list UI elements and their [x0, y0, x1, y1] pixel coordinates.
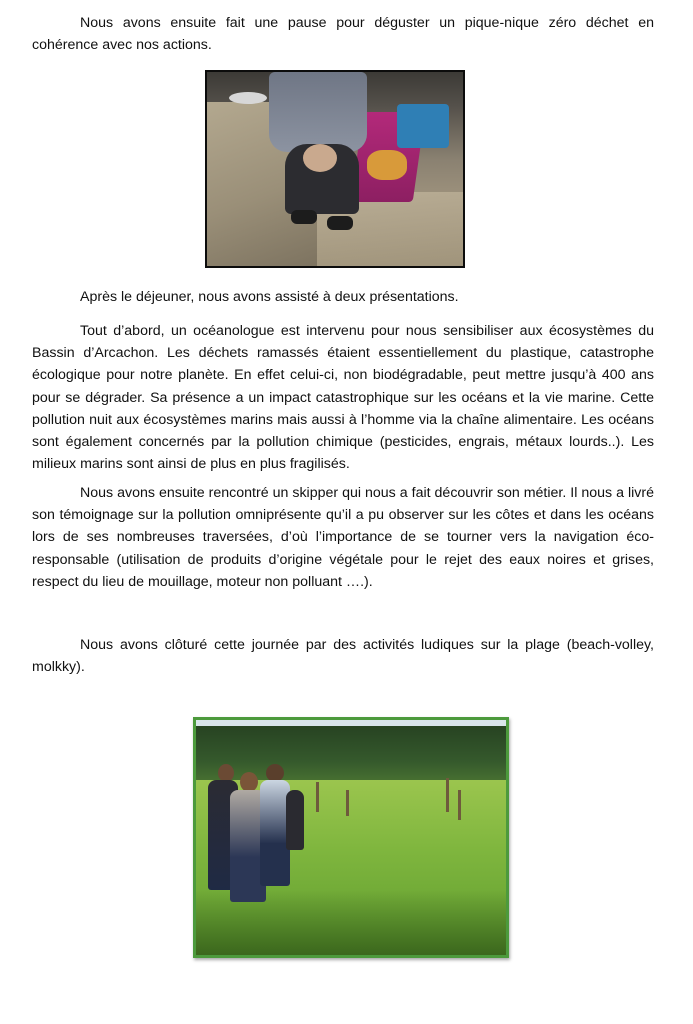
picnic-photo	[205, 70, 465, 268]
paragraph-skipper: Nous avons ensuite rencontré un skipper qui nous a fait découvrir son métier. Il nous a livré son témoignage sur la pollution omniprésente qu’il a pu observer sur les côtes et dans les océans lors de ses nombreuses traversées, d’où l’importance de se tourner vers la navigation éco-responsable (utilisation de produits d’origine végétale pour le rejet des eaux noires et grises, respect du lieu de mouillage, moteur non polluant ….).	[32, 485, 654, 590]
paragraph-oceanologist: Tout d’abord, un océanologue est intervenu pour nous sensibiliser aux écosystèmes du Bassin d’Arcachon. Les déchets ramassés étaient essentiellement du plastique, catastrophe écologique pour notre planète. En effet celui-ci, non biodégradable, peut mettre jusqu’à 400 ans pour se dégrader. Sa présence a un impact catastrophique sur les océans et la vie marine. Cette pollution nuit aux écosystèmes marins mais aussi à l’homme via la chaîne alimentaire. Les océans sont également concernés par la pollution chimique (pesticides, engrais, métaux lourds..). Les milieux marins sont ainsi de plus en plus fragilisés.	[32, 323, 654, 473]
park-photo	[193, 717, 509, 958]
paragraph-presentations: Après le déjeuner, nous avons assisté à deux présentations.	[80, 289, 459, 305]
paragraph-picnic: Nous avons ensuite fait une pause pour déguster un pique-nique zéro déchet en cohérence avec nos actions.	[32, 15, 654, 54]
paragraph-closing: Nous avons clôturé cette journée par des activités ludiques sur la plage (beach-volley, molkky).	[32, 637, 654, 676]
